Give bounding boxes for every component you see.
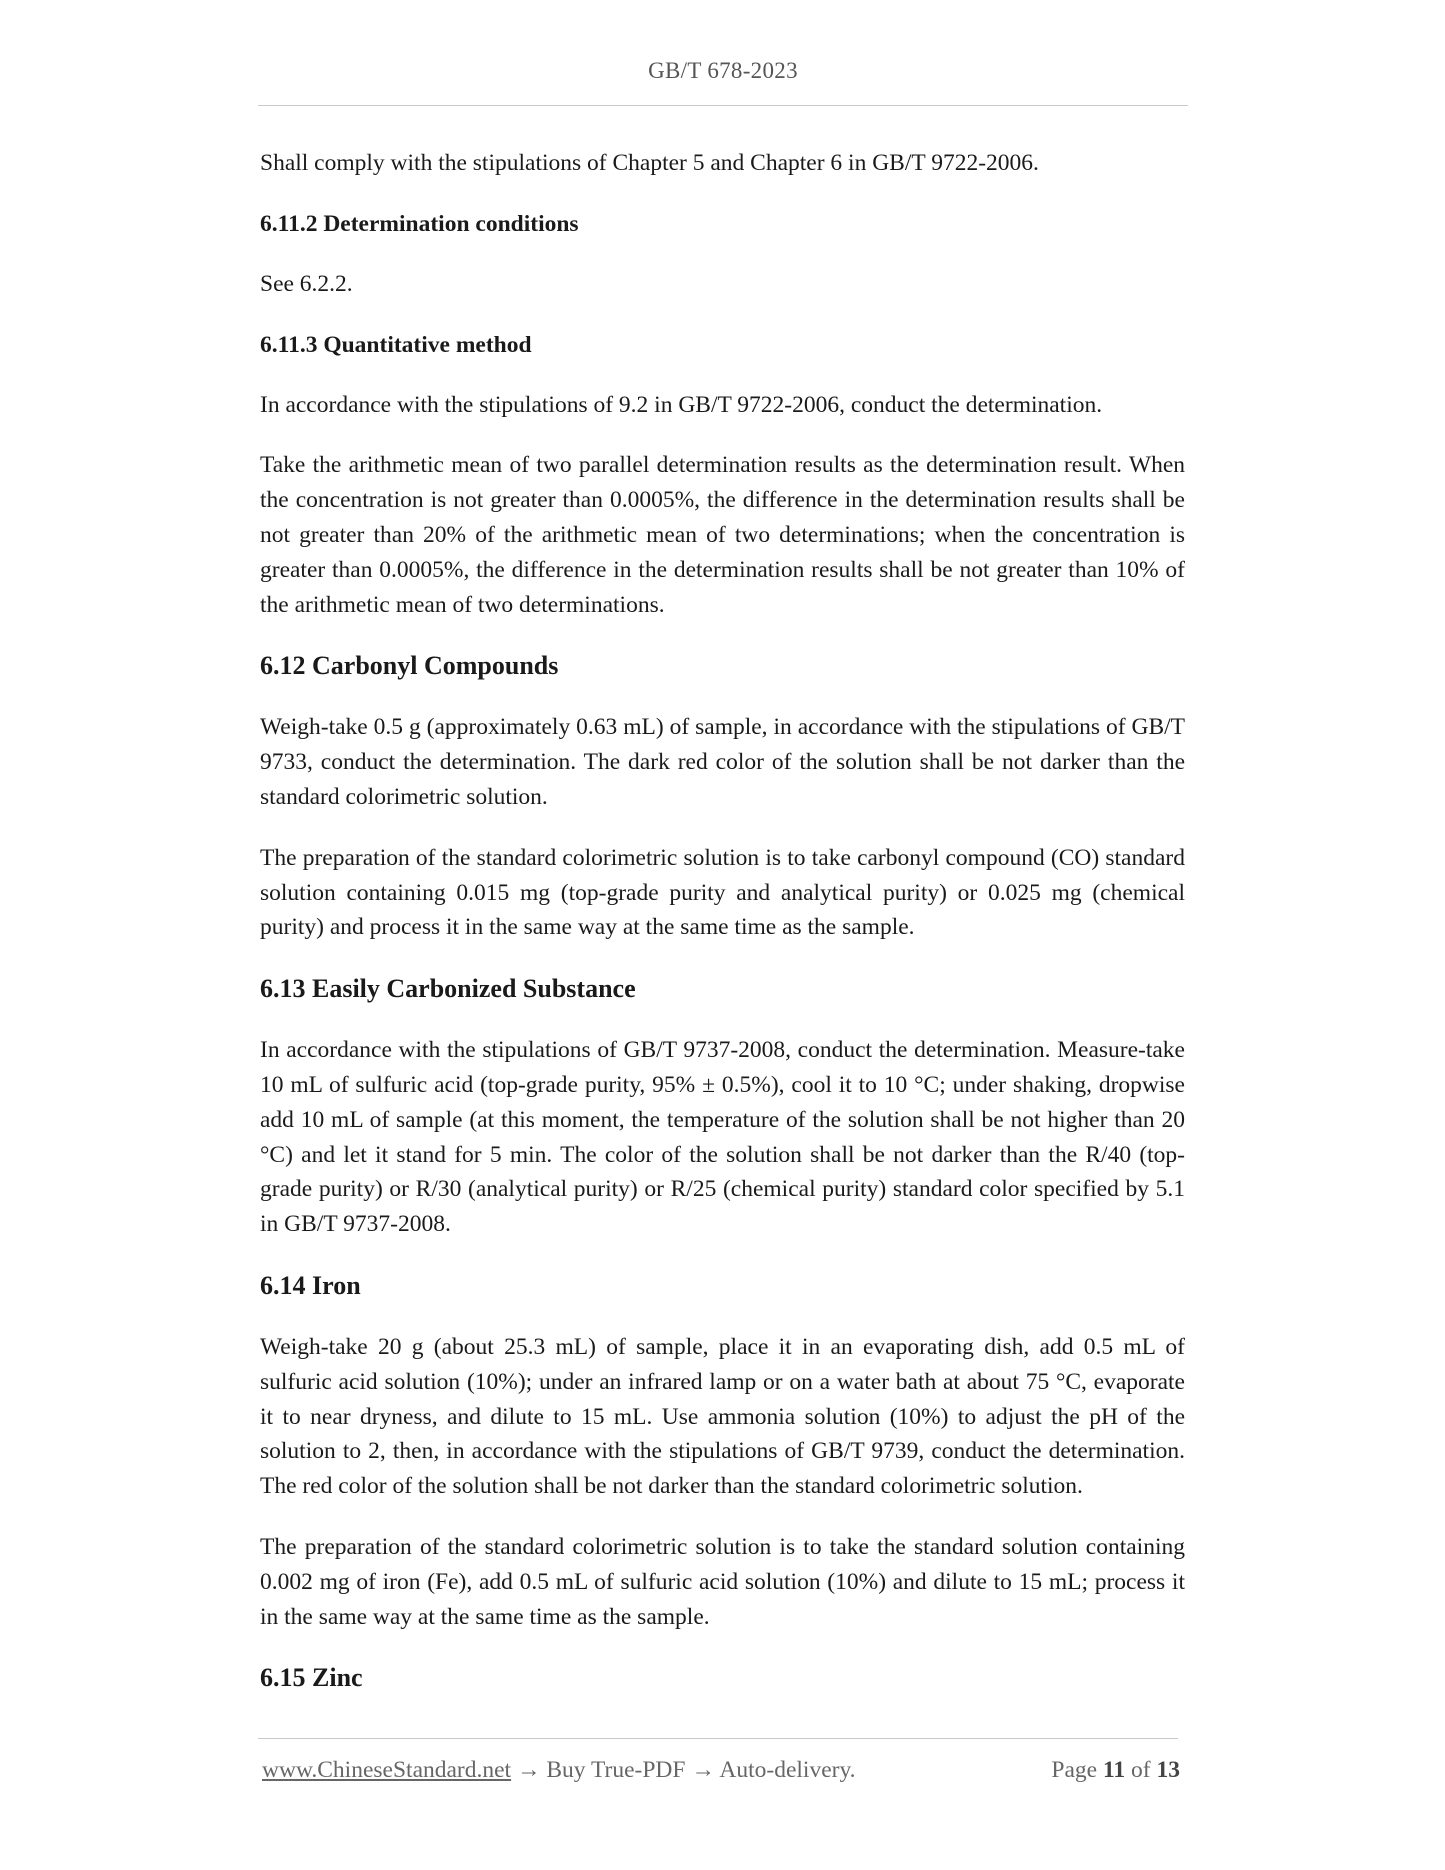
- website-link[interactable]: www.ChineseStandard.net: [262, 1757, 512, 1783]
- paragraph: Shall comply with the stipulations of Chapter 5 and Chapter 6 in GB/T 9722-2006.: [260, 150, 1039, 176]
- paragraph: In accordance with the stipulations of 9.2 in GB/T 9722-2006, conduct the determination.: [260, 391, 1103, 418]
- footer-tagline: → Buy True-PDF → Auto-delivery.: [511, 1757, 856, 1783]
- paragraph: In accordance with the stipulations of GB/T 9737-2008, conduct the determination. Measure-take 10 mL of sulfuric acid (top-grade purity, 95% ± 0.5%), cool it to 10 °C; under shaking, dropwise add 10 mL of sample (at this moment, the temperature of the solution shall be not higher than 20 °C) and let it stand for 5 min. The color of the solution shall be not darker than the R/40 (top-grade purity) or R/30 (analytical purity) or R/25 (chemical purity) standard color specified by 5.1 in GB/T 9737-2008.: [260, 1037, 1185, 1238]
- section-heading-6-12: 6.12 Carbonyl Compounds: [260, 651, 559, 681]
- paragraph: The preparation of the standard colorimetric solution is to take carbonyl compound (CO) standard solution containing 0.015 mg (top-grade purity and analytical purity) or 0.025 mg (chemical purity) and process it in the same way at the same time as the sample.: [260, 844, 1185, 941]
- section-heading-6-13: 6.13 Easily Carbonized Substance: [260, 974, 636, 1004]
- paragraph: The preparation of the standard colorimetric solution is to take the standard solution containing 0.002 mg of iron (Fe), add 0.5 mL of sulfuric acid solution (10%) and dilute to 15 mL; process it in the same way at the same time as the sample.: [260, 1533, 1185, 1630]
- paragraph: Weigh-take 20 g (about 25.3 mL) of sample, place it in an evaporating dish, add 0.5 mL of sulfuric acid solution (10%); under an infrared lamp or on a water bath at about 75 °C, evaporate it to near dryness, and dilute to 15 mL. Use ammonia solution (10%) to adjust the pH of the solution to 2, then, in accordance with the stipulations of GB/T 9739, conduct the determination. The red color of the solution shall be not darker than the standard colorimetric solution.: [260, 1333, 1185, 1500]
- section-heading-6-15: 6.15 Zinc: [260, 1663, 363, 1693]
- paragraph: See 6.2.2.: [260, 270, 353, 297]
- header-divider: [258, 105, 1188, 106]
- subsection-heading-6-11-2: 6.11.2 Determination conditions: [260, 210, 579, 237]
- paragraph: Take the arithmetic mean of two parallel determination results as the determination result. When the concentration is not greater than 0.0005%, the difference in the determination results shall be not greater than 20% of the arithmetic mean of two determinations; when the concentration is greater than 0.0005%, the difference in the determination results shall be not greater than 10% of the arithmetic mean of two determinations.: [260, 452, 1185, 618]
- footer-promo: [262, 1757, 856, 1784]
- current-page: 11: [1102, 1757, 1126, 1783]
- page-header: GB/T 678-2023: [648, 58, 798, 83]
- section-heading-6-14: 6.14 Iron: [260, 1270, 361, 1300]
- document-body: [260, 146, 1185, 1722]
- page-number: Page 11 of 13: [1051, 1757, 1180, 1783]
- paragraph: Weigh-take 0.5 g (approximately 0.63 mL) of sample, in accordance with the stipulations of GB/T 9733, conduct the determination. The dark red color of the solution shall be not darker than the standard colorimetric solution.: [260, 714, 1185, 810]
- total-pages: 13: [1156, 1757, 1180, 1783]
- footer-divider: [258, 1738, 1178, 1739]
- subsection-heading-6-11-3: 6.11.3 Quantitative method: [260, 331, 532, 358]
